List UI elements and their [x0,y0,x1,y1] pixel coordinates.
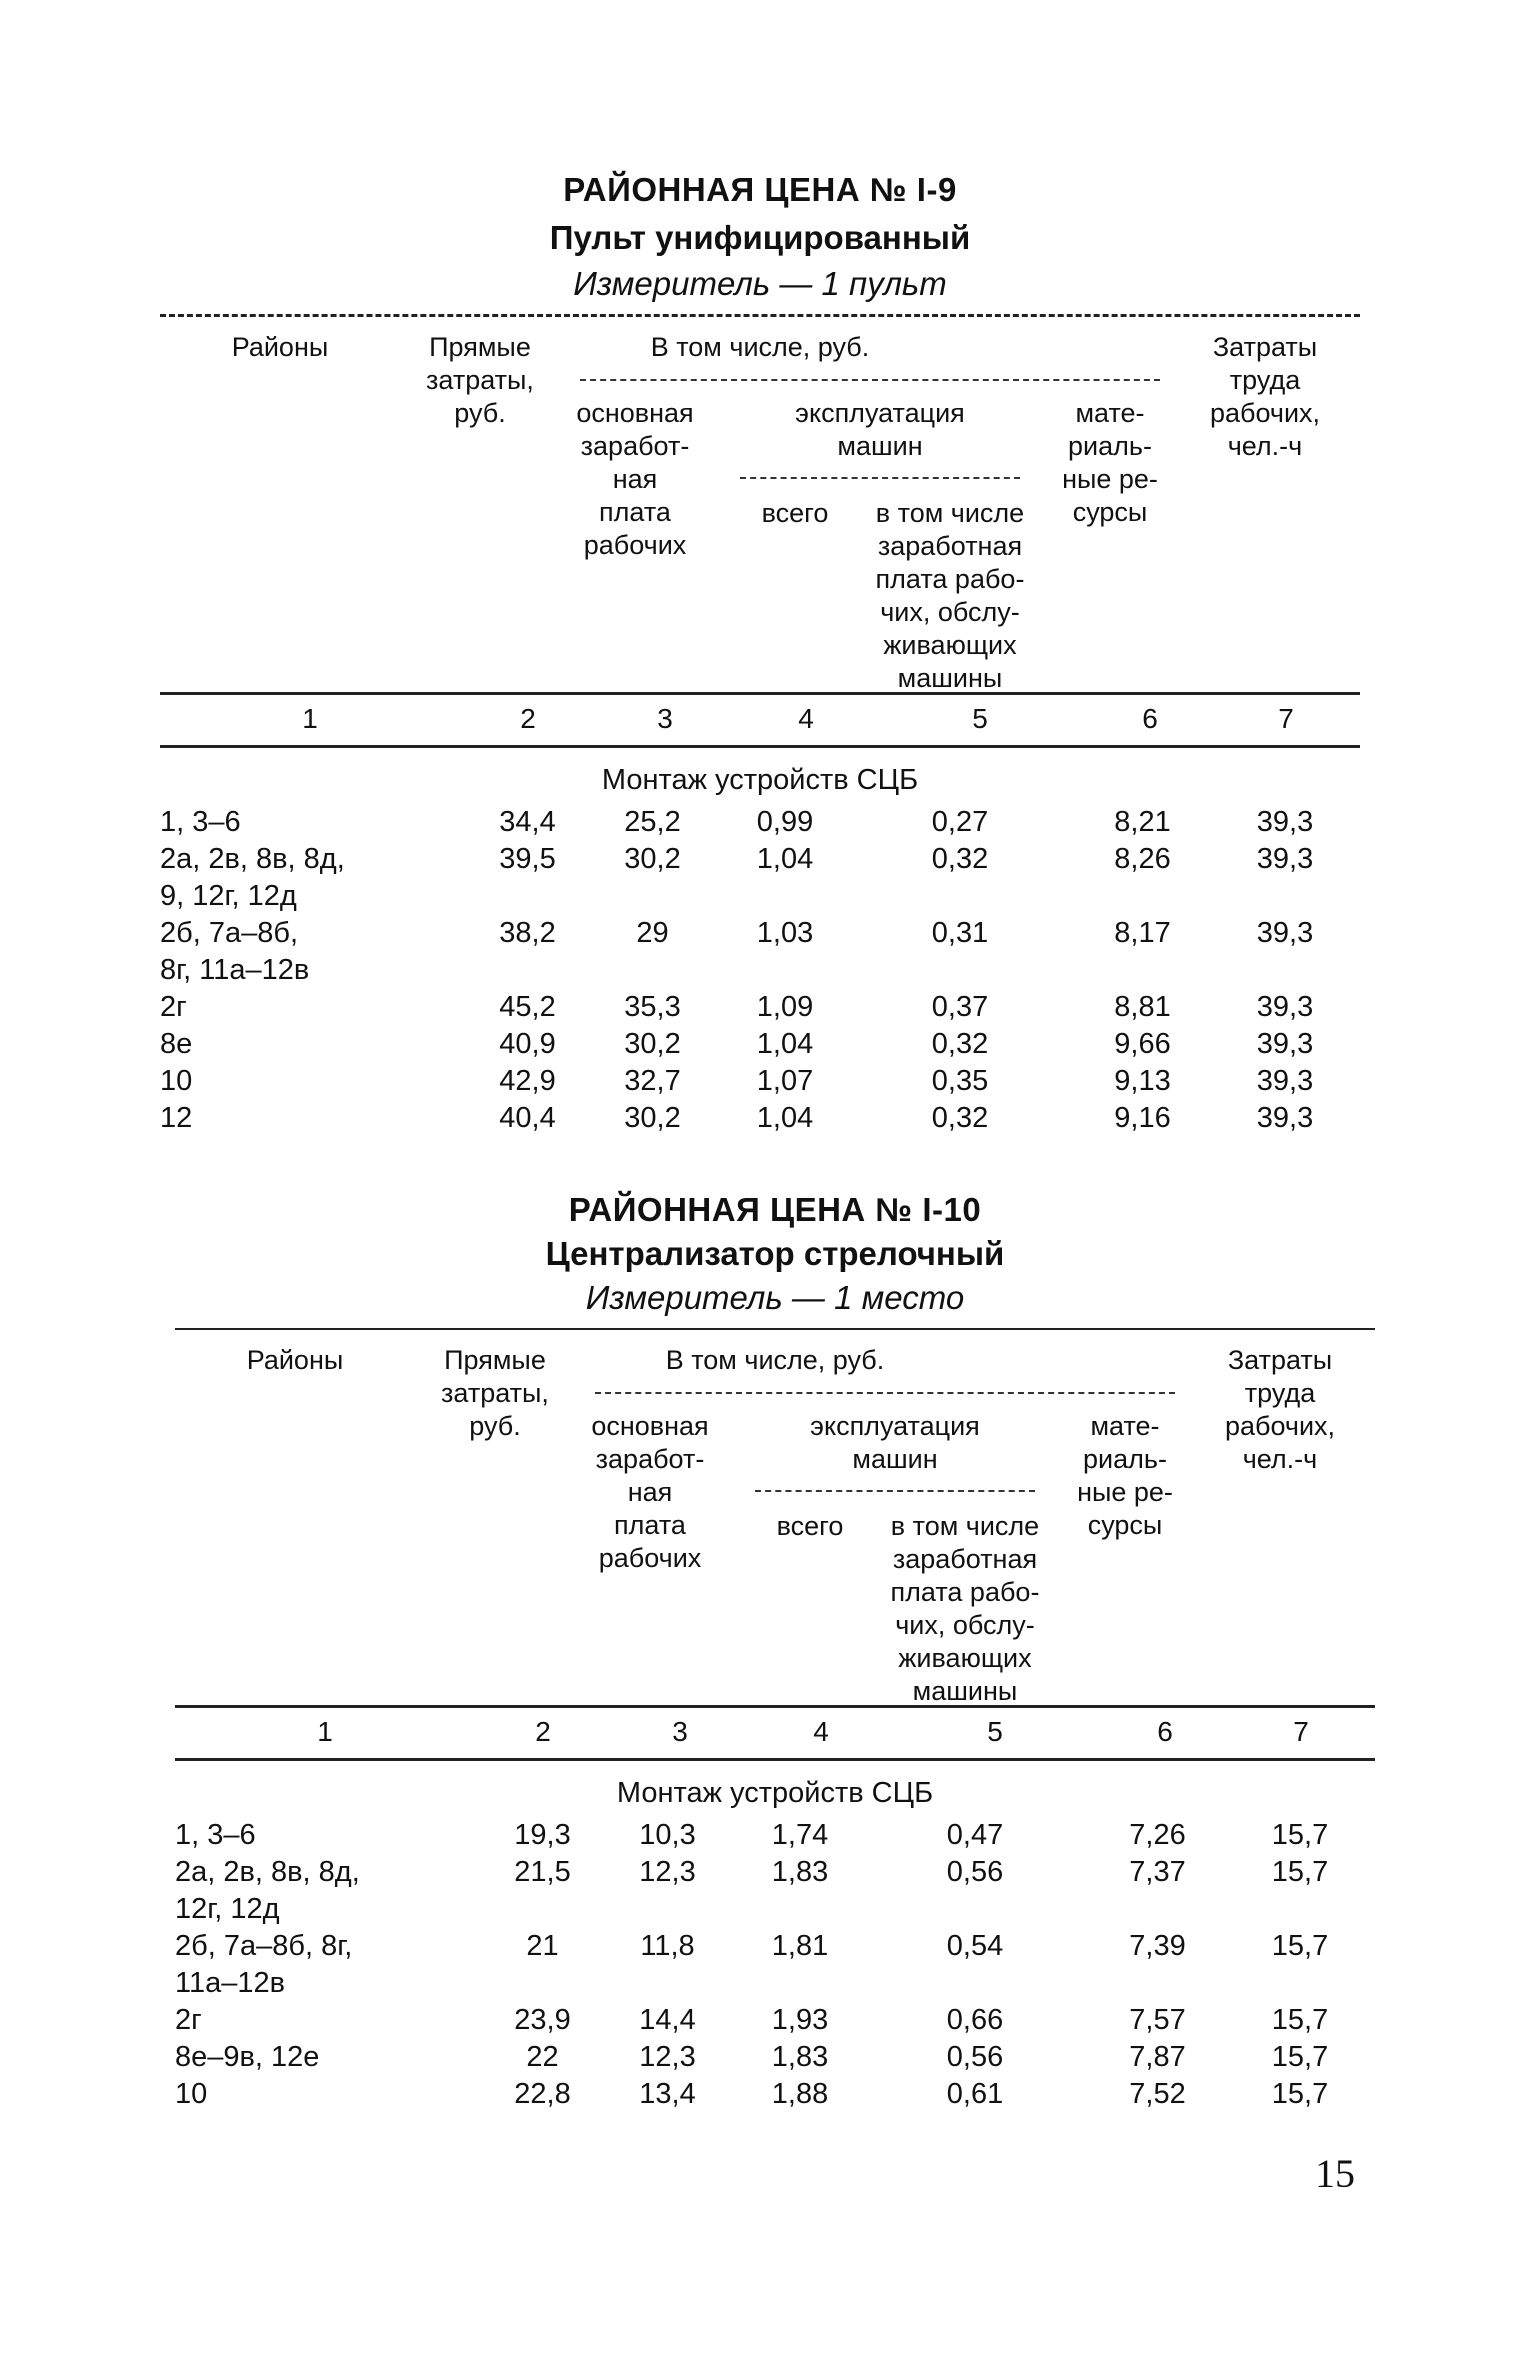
value-cell: 0,32 [931,1102,989,1134]
header-total: всего [761,498,829,528]
value-cell: 8,26 [1114,843,1171,875]
table-row [160,804,1345,841]
value-cell: 10,3 [639,1819,696,1851]
value-cell: 21,5 [514,1856,571,1888]
column-numbers [160,695,1360,745]
region-cell: 2а, 2в, 8в, 8д, 9, 12г, 12д [160,843,345,912]
header-dash-2 [755,1490,1035,1492]
value-cell: 1,83 [771,1856,829,1888]
value-cell: 29 [636,917,669,949]
item-name: Централизатор стрелочный [545,1235,1005,1272]
value-cell: 32,7 [624,1065,681,1097]
value-cell: 7,39 [1129,1930,1186,1962]
value-cell: 39,3 [1256,843,1314,875]
col-num: 3 [672,1716,688,1747]
header-dash-1 [595,1392,1175,1394]
price-table-2 [175,1188,1375,2113]
value-cell: 13,4 [639,2078,696,2110]
value-cell: 0,66 [946,2004,1004,2036]
table-title: РАЙОННАЯ ЦЕНА № I-10 [568,1191,982,1228]
value-cell: 0,32 [931,1028,989,1060]
header-machines: эксплуатация машин [810,1411,980,1474]
value-cell: 30,2 [624,1028,681,1060]
measure-unit: Измеритель — 1 место [585,1279,965,1316]
col-num: 6 [1142,703,1158,734]
header-dash-2 [740,477,1020,479]
page-number: 15 [1315,2151,1355,2196]
table-row [175,2039,1360,2076]
value-cell: 9,66 [1114,1028,1171,1060]
item-name: Пульт унифицированный [549,219,971,256]
value-cell: 34,4 [499,806,556,838]
header-basic-wage: основная заработ- ная плата рабочих [591,1411,709,1573]
col-num: 3 [657,703,673,734]
col-num: 4 [813,1716,829,1747]
region-cell: 10 [175,2078,208,2110]
table-row [175,2076,1360,2113]
value-cell: 39,3 [1256,991,1314,1023]
measure-unit: Измеритель — 1 пульт [573,265,947,302]
col-num: 7 [1293,1716,1309,1747]
region-cell: 2б, 7а–8б, 8г, 11а–12в [160,917,310,986]
region-cell: 10 [160,1065,193,1097]
colnum-rule [175,1758,1375,1761]
data-table [160,804,1345,1137]
value-cell: 15,7 [1271,1930,1329,1962]
region-cell: 2б, 7а–8б, 8г, 11а–12в [175,1930,353,1999]
value-cell: 7,37 [1129,1856,1186,1888]
section-heading: Монтаж устройств СЦБ [601,764,919,796]
price-table-1 [160,168,1360,1137]
header-materials: мате- риаль- ные ре- сурсы [1077,1411,1173,1540]
value-cell: 40,4 [499,1102,556,1134]
col-num: 4 [798,703,814,734]
header-incl-wage: в том числе заработная плата рабо- чих, обслу- живающих машины [875,498,1025,693]
region-cell: 2г [160,991,187,1023]
value-cell: 22 [526,2041,559,2073]
value-cell: 45,2 [499,991,556,1023]
value-cell: 0,32 [931,843,989,875]
value-cell: 40,9 [499,1028,556,1060]
value-cell: 12,3 [639,1856,696,1888]
header-machines: эксплуатация машин [795,398,965,461]
header-including: В том числе, руб. [650,332,870,362]
value-cell: 0,61 [946,2078,1004,2110]
value-cell: 14,4 [639,2004,696,2036]
region-cell: 8е–9в, 12е [175,2041,320,2073]
table-row [175,1817,1360,1854]
value-cell: 8,21 [1114,806,1171,838]
value-cell: 19,3 [514,1819,571,1851]
table-row [160,915,1345,989]
value-cell: 1,81 [771,1930,829,1962]
region-cell: 12 [160,1102,193,1134]
value-cell: 1,07 [756,1065,814,1097]
table-row [160,841,1345,915]
value-cell: 8,81 [1114,991,1171,1023]
value-cell: 39,3 [1256,806,1314,838]
col-num: 2 [535,1716,551,1747]
header-dash-1 [580,379,1160,381]
value-cell: 39,5 [499,843,556,875]
region-cell: 2г [175,2004,202,2036]
value-cell: 1,04 [756,1102,814,1134]
table-row [160,1063,1345,1100]
value-cell: 0,27 [931,806,989,838]
table-row [160,989,1345,1026]
value-cell: 9,16 [1114,1102,1171,1134]
col-num: 5 [972,703,988,734]
table-header [160,317,1360,692]
value-cell: 12,3 [639,2041,696,2073]
value-cell: 0,56 [946,1856,1004,1888]
value-cell: 15,7 [1271,1819,1329,1851]
value-cell: 0,99 [756,806,814,838]
value-cell: 8,17 [1114,917,1171,949]
header-regions: Районы [246,1345,344,1375]
value-cell: 1,88 [771,2078,829,2110]
region-cell: 1, 3–6 [175,1819,256,1851]
value-cell: 11,8 [640,1930,695,1962]
value-cell: 39,3 [1256,1065,1314,1097]
region-cell: 2а, 2в, 8в, 8д, 12г, 12д [175,1856,360,1925]
header-direct-costs: Прямые затраты, руб. [441,1345,549,1441]
value-cell: 42,9 [499,1065,556,1097]
value-cell: 15,7 [1271,1856,1329,1888]
value-cell: 39,3 [1256,1102,1314,1134]
table-row [175,1854,1360,1928]
table-row [175,2002,1360,2039]
col-num: 2 [520,703,536,734]
table-row [160,1026,1345,1063]
value-cell: 1,83 [771,2041,829,2073]
col-num: 5 [987,1716,1003,1747]
table-title: РАЙОННАЯ ЦЕНА № I-9 [563,171,957,208]
value-cell: 0,37 [931,991,989,1023]
value-cell: 38,2 [499,917,556,949]
value-cell: 21 [526,1930,559,1962]
value-cell: 25,2 [624,806,681,838]
value-cell: 39,3 [1256,1028,1314,1060]
value-cell: 15,7 [1271,2078,1329,2110]
data-table [175,1817,1360,2113]
value-cell: 0,54 [946,1930,1004,1962]
value-cell: 0,47 [946,1819,1004,1851]
value-cell: 7,57 [1129,2004,1186,2036]
value-cell: 7,26 [1129,1819,1186,1851]
value-cell: 9,13 [1114,1065,1171,1097]
region-cell: 8е [160,1028,193,1060]
header-incl-wage: в том числе заработная плата рабо- чих, обслу- живающих машины [890,1511,1040,1706]
value-cell: 15,7 [1271,2041,1329,2073]
value-cell: 35,3 [624,991,681,1023]
value-cell: 7,87 [1129,2041,1186,2073]
table-row [160,1100,1345,1137]
header-materials: мате- риаль- ные ре- сурсы [1062,398,1158,527]
value-cell: 0,35 [931,1065,989,1097]
value-cell: 23,9 [514,2004,571,2036]
header-including: В том числе, руб. [665,1345,885,1375]
value-cell: 0,31 [931,917,989,949]
table-header [175,1330,1375,1705]
column-numbers [175,1708,1375,1758]
colnum-rule [160,745,1360,748]
col-num: 7 [1278,703,1294,734]
value-cell: 1,74 [771,1819,829,1851]
value-cell: 1,04 [756,843,814,875]
col-num: 1 [302,703,318,734]
table-row [175,1928,1360,2002]
value-cell: 30,2 [624,843,681,875]
header-direct-costs: Прямые затраты, руб. [426,332,534,428]
value-cell: 22,8 [514,2078,571,2110]
value-cell: 0,56 [946,2041,1004,2073]
value-cell: 30,2 [624,1102,681,1134]
region-cell: 1, 3–6 [160,806,241,838]
section-heading: Монтаж устройств СЦБ [616,1777,934,1809]
value-cell: 15,7 [1271,2004,1329,2036]
col-num: 1 [317,1716,333,1747]
value-cell: 1,93 [771,2004,829,2036]
value-cell: 7,52 [1129,2078,1186,2110]
col-num: 6 [1157,1716,1173,1747]
header-labor: Затраты труда рабочих, чел.-ч [1224,1345,1336,1474]
header-regions: Районы [231,332,329,362]
header-labor: Затраты труда рабочих, чел.-ч [1209,332,1321,461]
value-cell: 1,09 [756,991,814,1023]
value-cell: 39,3 [1256,917,1314,949]
value-cell: 1,03 [756,917,814,949]
header-total: всего [776,1511,844,1541]
value-cell: 1,04 [756,1028,814,1060]
header-basic-wage: основная заработ- ная плата рабочих [576,398,694,560]
